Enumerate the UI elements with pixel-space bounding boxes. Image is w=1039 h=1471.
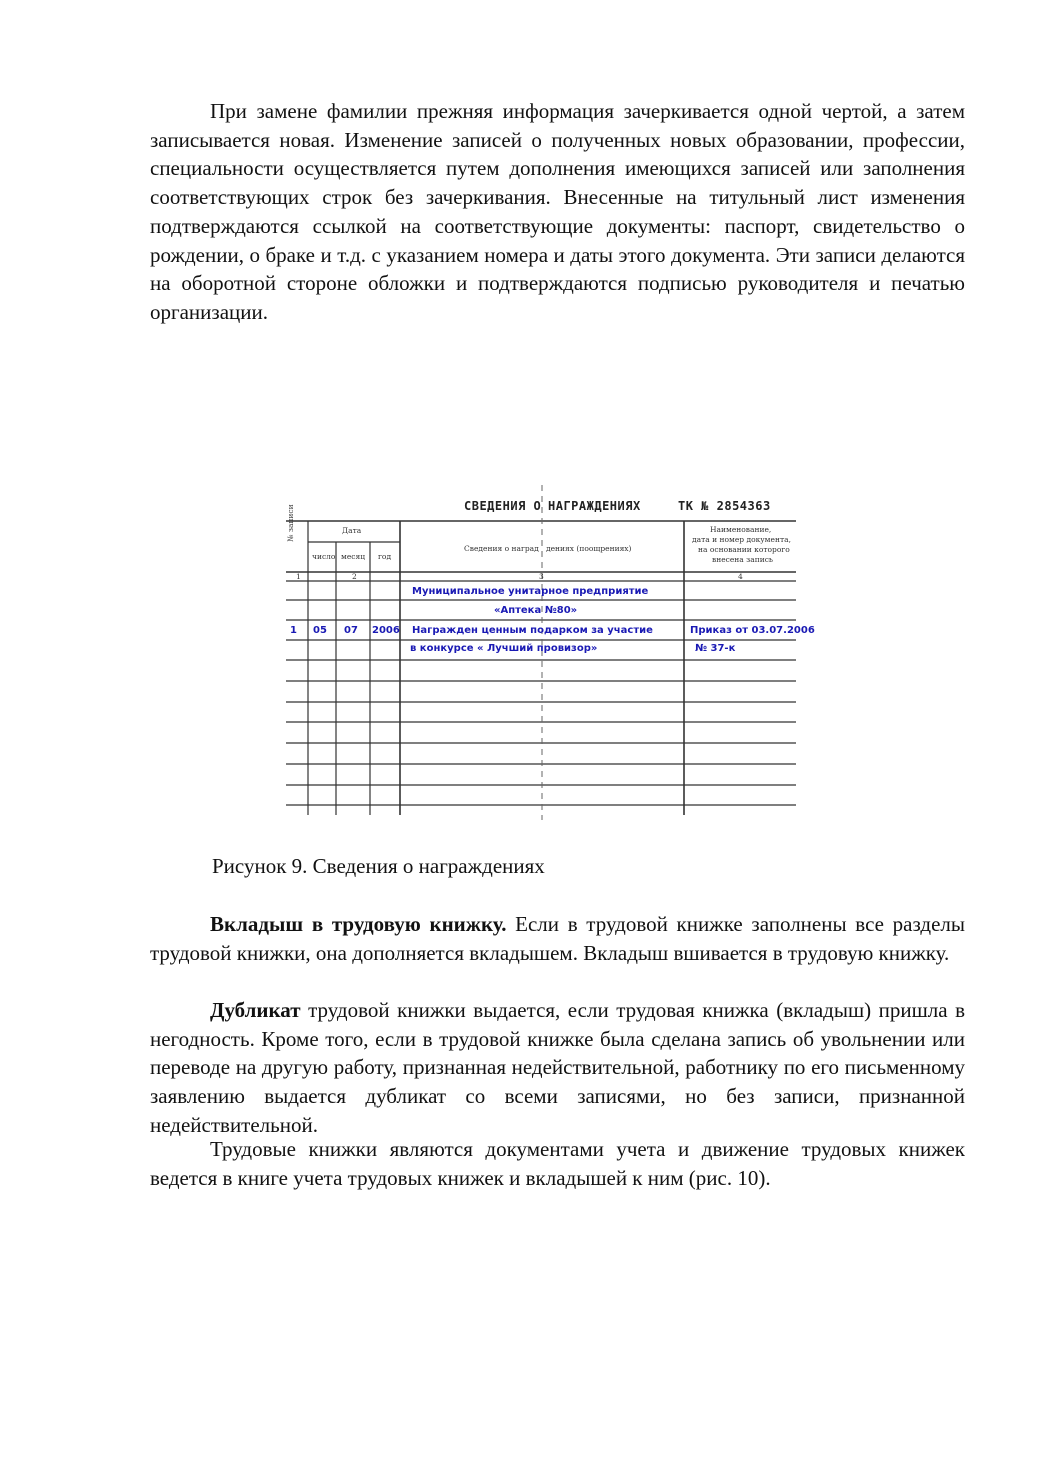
entry-text-line2: в конкурсе « Лучший провизор»: [410, 643, 598, 654]
insert-term: Вкладыш в трудовую книжку.: [210, 912, 507, 936]
entry-number: 1: [290, 625, 297, 636]
header-month: месяц: [341, 552, 366, 561]
insert-text: Если в трудовой книжке заполнены все разделы трудовой книжки, она дополняется вкладышем. Вкладыш вшивается в трудовую книжку.: [150, 912, 965, 965]
column-number-2: 2: [352, 572, 357, 581]
column-number-3: 3: [539, 572, 544, 581]
entry-doc-line1: Приказ от 03.07.2006: [690, 625, 815, 636]
header-doc-line3: на основании которого: [698, 545, 790, 554]
awards-form-figure: [284, 485, 815, 820]
form-title-left: СВЕДЕНИЯ О: [464, 499, 542, 513]
header-day: число: [312, 552, 336, 561]
column-number-1: 1: [296, 572, 301, 581]
form-title-right: НАГРАЖДЕНИЯХ: [548, 499, 641, 513]
paragraph-surname-change: При замене фамилии прежняя информация зачеркивается одной чертой, а затем записывается новая. Изменение записей о полученных новых образовании, профессии, специальности осуществляется путем дополнения имеющихся записей или заполнения соответствующих строк без зачеркивания. Внесенные на титульный лист изменения подтверждаются ссылкой на соответствующие документы: паспорт, свидетельство о рождении, о браке и т.д. с указанием номера и даты этого документа. Эти записи делаются на оборотной стороне обложки и подтверждаются подписью руководителя и печатью организации.: [150, 99, 965, 324]
header-doc-line2: дата и номер документа,: [692, 535, 791, 544]
figure-caption: Рисунок 9. Сведения о награждениях: [212, 854, 545, 878]
paragraph-accounting: Трудовые книжки являются документами учета и движение трудовых книжек ведется в книге учета трудовых книжек и вкладышей к ним (рис. 10).: [150, 1137, 965, 1190]
column-number-4: 4: [738, 572, 743, 581]
header-info-left: Сведения о наград: [464, 544, 539, 553]
form-tk-number: ТК № 2854363: [678, 499, 771, 513]
entry-doc-line2: № 37-к: [695, 643, 736, 654]
entry-text-line1: Награжден ценным подарком за участие: [412, 625, 653, 636]
header-info-right: дениях (поощрениях): [546, 544, 632, 553]
entry-year: 2006: [372, 625, 400, 636]
duplicate-term: Дубликат: [210, 998, 301, 1022]
entry-day: 05: [313, 625, 327, 636]
header-date: Дата: [342, 526, 362, 535]
header-entry-number: № записи: [286, 504, 295, 542]
entry-month: 07: [344, 625, 358, 636]
paragraph-insert: [150, 910, 965, 967]
duplicate-text: трудовой книжки выдается, если трудовая книжка (вкладыш) пришла в негодность. Кроме того, если в трудовой книжке была сделана запись об увольнении или переводе на другую работу, признанная недействительной, работнику по его письменному заявлению выдается дубликат со всеми записями, но без записи, признанной недействительной.: [150, 998, 965, 1137]
header-doc-line1: Наименование,: [710, 525, 772, 534]
entry-org-line2: «Аптека №80»: [494, 605, 578, 616]
header-doc-line4: внесена запись: [712, 555, 773, 564]
paragraph-duplicate: [150, 996, 965, 1140]
entry-org-line1: Муниципальное унитарное предприятие: [412, 586, 649, 597]
header-year: год: [378, 552, 392, 561]
